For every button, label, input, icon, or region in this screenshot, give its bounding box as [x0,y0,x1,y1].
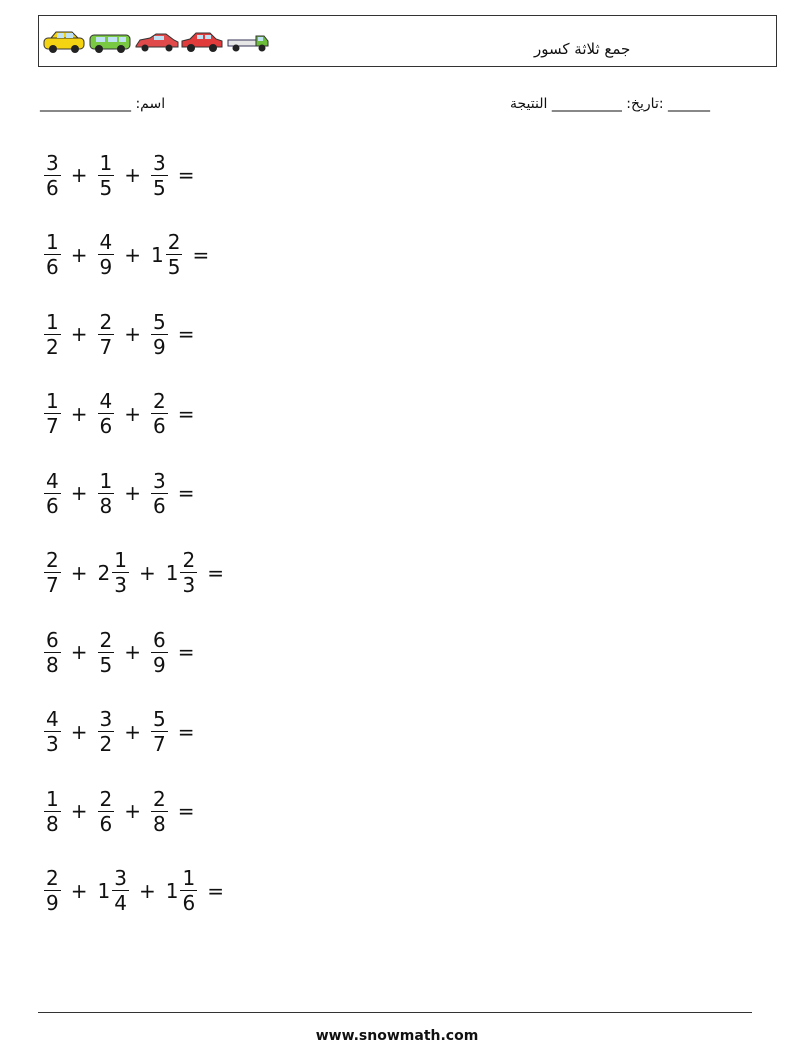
fraction [44,469,61,518]
whole-number: 1 [165,560,179,585]
equals-sign: = [177,719,195,744]
fraction [151,787,168,836]
fraction [151,389,168,438]
numerator: 6 [46,627,59,652]
denominator: 9 [46,891,59,915]
numerator: 2 [167,230,181,254]
fraction [180,866,197,915]
footer-url[interactable]: www.snowmath.com [315,1028,479,1044]
problem-row [42,463,203,523]
numerator: 3 [153,150,166,175]
plus-sign: + [124,640,141,664]
numerator: 2 [153,786,166,811]
denominator: 6 [46,175,59,200]
denominator: 5 [167,255,181,279]
numerator: 4 [99,230,113,254]
equals-sign: = [177,640,195,664]
plus-sign: + [138,560,156,585]
problem-row [42,225,217,285]
worksheet-title: جمع ثلاثة كسور [534,40,631,58]
numerator: 2 [182,548,196,572]
whole-number: 1 [151,242,164,267]
fraction [98,787,115,836]
denominator: 2 [46,334,59,359]
numerator: 1 [46,786,59,811]
numerator: 2 [46,866,59,890]
numerator: 1 [46,230,59,254]
denominator: 6 [182,891,196,915]
denominator: 9 [153,334,166,359]
numerator: 4 [99,389,113,413]
fraction [98,310,115,359]
numerator: 2 [99,627,113,652]
numerator: 1 [114,548,127,572]
denominator: 3 [46,732,59,756]
numerator: 1 [46,389,59,413]
fraction [166,230,183,279]
fraction [112,548,129,597]
fraction [98,628,115,677]
denominator: 8 [46,811,59,836]
car-icons [42,30,272,54]
denominator: 8 [99,493,113,518]
equals-sign: = [177,481,195,505]
fraction [44,389,61,438]
plus-sign: + [70,401,88,426]
plus-sign: + [70,640,88,664]
numerator: 5 [153,309,166,334]
fraction [180,548,197,597]
denominator: 4 [114,891,127,915]
problem-row [42,622,203,682]
denominator: 7 [99,334,113,359]
whole-number: 1 [97,878,111,903]
fraction [98,389,115,438]
problem-row [42,384,203,444]
equals-sign: = [192,242,210,267]
numerator: 6 [153,627,166,652]
pickup-truck-icon [228,36,268,52]
denominator: 6 [46,255,59,279]
plus-sign: + [70,878,88,903]
denominator: 8 [153,811,166,836]
plus-sign: + [138,878,156,903]
numerator: 2 [99,309,113,334]
numerator: 4 [46,468,59,493]
numerator: 3 [114,866,127,890]
fraction [44,310,61,359]
denominator: 7 [153,732,166,756]
denominator: 3 [182,573,196,597]
fraction [44,628,61,677]
problem-row [42,145,203,205]
problem-row [42,702,203,762]
whole-number: 1 [165,878,179,903]
green-van-icon [90,35,130,53]
denominator: 8 [46,652,59,677]
plus-sign: + [70,560,88,585]
denominator: 7 [46,414,59,438]
whole-number: 2 [97,560,111,585]
plus-sign: + [70,719,88,744]
numerator: 3 [46,150,59,175]
fraction [151,151,168,200]
equals-sign: = [177,163,195,187]
fraction [98,469,115,518]
denominator: 6 [46,493,59,518]
denominator: 6 [99,811,113,836]
denominator: 5 [153,175,166,200]
numerator: 3 [153,468,166,493]
numerator: 1 [46,309,59,334]
fraction [44,548,61,597]
equals-sign: = [207,878,224,903]
denominator: 6 [153,493,166,518]
fraction [44,787,61,836]
problem-row [42,781,203,841]
fraction [112,866,129,915]
plus-sign: + [70,799,88,823]
denominator: 6 [99,414,113,438]
numerator: 3 [99,707,113,731]
equals-sign: = [177,799,195,823]
denominator: 5 [99,175,113,200]
problem-row [42,861,232,921]
fraction [44,707,61,756]
red-sedan-icon [182,33,222,52]
plus-sign: + [124,322,141,346]
fraction [44,151,61,200]
numerator: 2 [46,548,59,572]
plus-sign: + [124,719,141,744]
plus-sign: + [124,163,141,187]
equals-sign: = [207,560,224,585]
problem-row [42,304,203,364]
plus-sign: + [124,481,141,505]
numerator: 1 [99,150,113,175]
denominator: 9 [153,652,166,677]
date-result-field: ______ :تاريخ: __________ النتيجة [510,96,711,112]
problem-row [42,543,232,603]
numerator: 5 [153,707,166,731]
fraction [151,469,168,518]
fraction [98,230,115,279]
numerator: 4 [46,707,59,731]
fraction [98,707,115,756]
yellow-car-icon [44,32,84,53]
equals-sign: = [177,322,195,346]
fraction [151,628,168,677]
denominator: 9 [99,255,113,279]
denominator: 6 [153,414,166,438]
plus-sign: + [70,481,88,505]
worksheet-header [38,15,777,67]
plus-sign: + [124,401,141,426]
plus-sign: + [70,322,88,346]
red-sports-car-icon [136,34,178,52]
numerator: 2 [153,389,166,413]
name-field: اسم: _____________ [40,96,166,112]
plus-sign: + [70,163,88,187]
numerator: 1 [99,468,113,493]
fraction [44,230,61,279]
plus-sign: + [70,242,88,267]
plus-sign: + [124,799,141,823]
fraction [151,707,168,756]
fraction [44,866,61,915]
plus-sign: + [124,242,141,267]
denominator: 5 [99,652,113,677]
numerator: 2 [99,786,113,811]
denominator: 2 [99,732,113,756]
numerator: 1 [182,866,196,890]
equals-sign: = [177,401,195,426]
denominator: 3 [114,573,127,597]
fraction [98,151,115,200]
footer-divider [38,1012,752,1013]
denominator: 7 [46,573,59,597]
fraction [151,310,168,359]
